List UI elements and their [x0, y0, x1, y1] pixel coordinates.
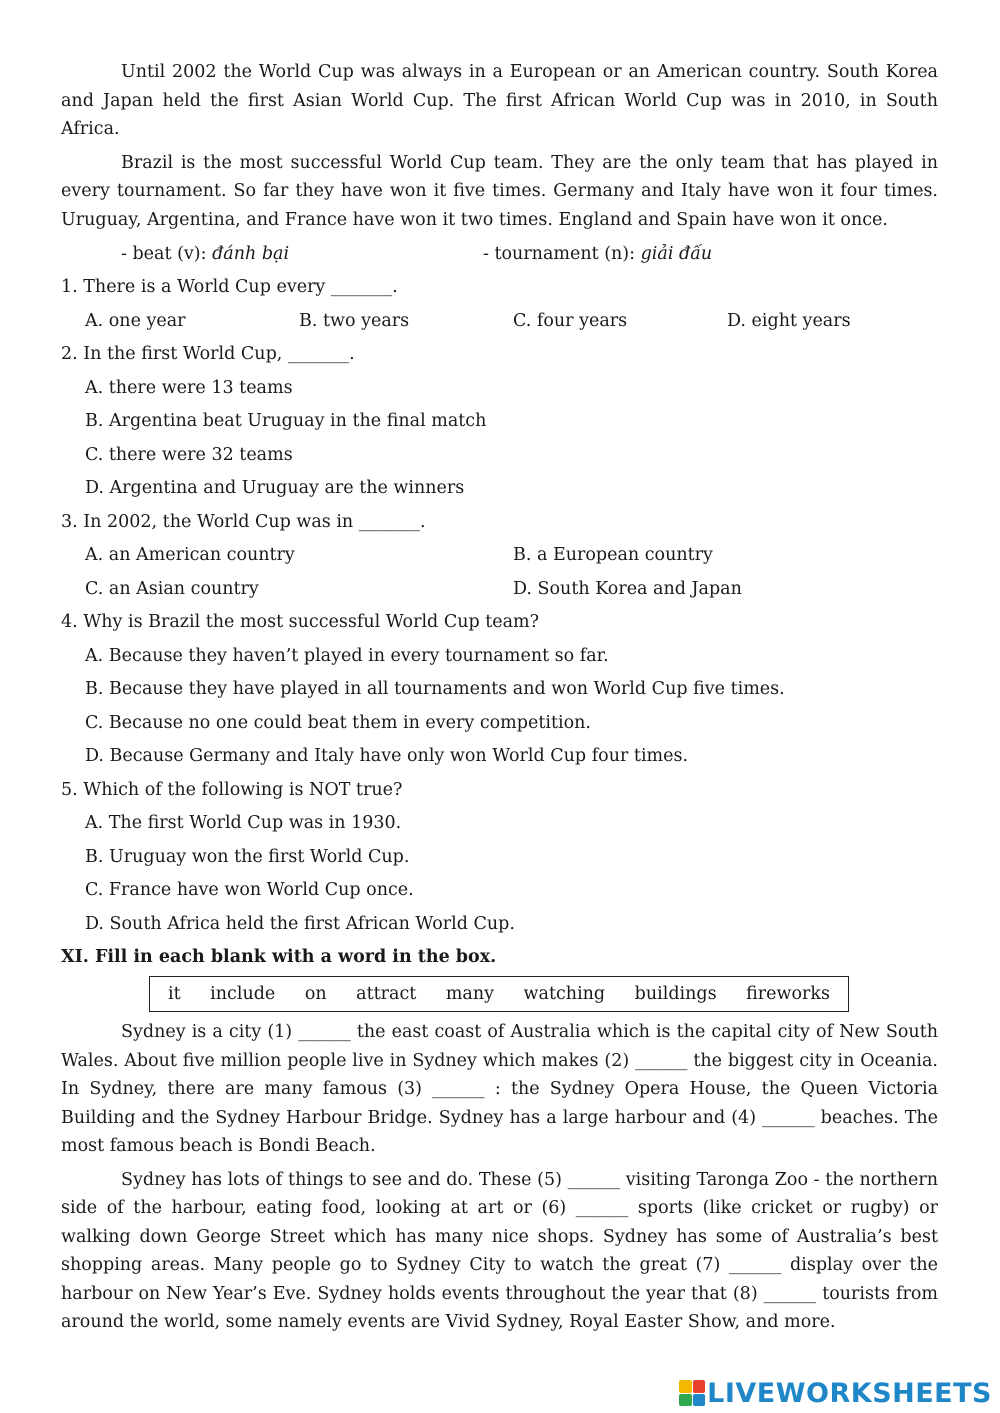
question-3-options-row-1 [85, 540, 938, 570]
q5-option-b[interactable]: B. Uruguay won the first World Cup. [85, 846, 410, 867]
q4-option-d[interactable]: D. Because Germany and Italy have only won World Cup four times. [85, 746, 689, 766]
q1-option-a[interactable]: A. one year [85, 310, 186, 331]
liveworksheets-logo-icon [679, 1380, 705, 1406]
word-box-item: include [210, 984, 276, 1004]
question-3: 3. In 2002, the World Cup was in _______. [61, 511, 426, 532]
word-box [149, 976, 849, 1012]
q4-option-a[interactable]: A. Because they haven’t played in every tournament so far. [85, 645, 609, 666]
q5-option-d[interactable]: D. South Africa held the first African World Cup. [85, 913, 515, 934]
q3-option-a[interactable]: A. an American country [85, 545, 295, 565]
q2-option-b[interactable]: B. Argentina beat Uruguay in the final match [85, 411, 487, 431]
q1-option-b[interactable]: B. two years [299, 310, 410, 331]
passage-paragraph-2: Brazil is the most successful World Cup team. They are the only team that has played in every tournament. So far they have won it five times. Germany and Italy have won it four times. Uruguay, Argentina, and France have won it two times. England and Spain have won it once. [61, 152, 938, 230]
word-box-item: fireworks [746, 984, 830, 1004]
q4-option-b[interactable]: B. Because they have played in all tournaments and won World Cup five times. [85, 679, 785, 699]
vocab-beat: - beat (v): đánh bại [121, 244, 290, 264]
sydney-paragraph-2: Sydney has lots of things to see and do. These (5) ______ visiting Taronga Zoo - the northern side of the harbour, eating food, looking at art or (6) ______ sports (like cricket or rugby) or walking down George Street which has many nice shops. Sydney has some of Australia’s best shopping areas. Many people go to Sydney City to watch the great (7) ______ display over the harbour on New Year’s Eve. Sydney holds events throughout the year that (8) ______ tourists from around the world, some namely events are Vivid Sydney, Royal Easter Show, and more. [61, 1169, 938, 1332]
question-2: 2. In the first World Cup, _______. [61, 344, 355, 364]
word-box-item: it [168, 984, 181, 1004]
q2-option-c[interactable]: C. there were 32 teams [85, 444, 293, 465]
word-box-item: attract [356, 984, 417, 1004]
passage-paragraph-1: Until 2002 the World Cup was always in a European or an American country. South Korea and Japan held the first Asian World Cup. The first African World Cup was in 2010, in South Africa. [61, 62, 938, 139]
question-3-options-row-2 [85, 574, 938, 604]
q4-option-c[interactable]: C. Because no one could beat them in every competition. [85, 712, 591, 733]
q3-option-c[interactable]: C. an Asian country [85, 578, 259, 599]
q1-option-d[interactable]: D. eight years [727, 310, 851, 331]
q1-option-c[interactable]: C. four years [513, 310, 628, 331]
liveworksheets-logo[interactable] [679, 1378, 992, 1408]
sydney-paragraph-1: Sydney is a city (1) ______ the east coast of Australia which is the capital city of New South Wales. About five million people live in Sydney which makes (2) ______ the biggest city in Oceania. In Sydney, there are many famous (3) ______ : the Sydney Opera House, the Queen Victoria Building and the Sydney Harbour Bridge. Sydney has a large harbour and (4) ______ beaches. The most famous beach is Bondi Beach. [61, 1022, 938, 1156]
question-5: 5. Which of the following is NOT true? [61, 779, 403, 800]
q3-option-b[interactable]: B. a European country [513, 545, 713, 565]
q2-option-a[interactable]: A. there were 13 teams [85, 377, 293, 398]
vocab-row [61, 239, 938, 269]
worksheet-page [61, 58, 938, 1342]
q2-option-d[interactable]: D. Argentina and Uruguay are the winners [85, 478, 465, 498]
question-4: 4. Why is Brazil the most successful World Cup team? [61, 612, 540, 632]
word-box-item: buildings [634, 984, 717, 1004]
q5-option-c[interactable]: C. France have won World Cup once. [85, 880, 414, 900]
liveworksheets-logo-text: LIVEWORKSHEETS [707, 1377, 992, 1409]
section-xi-title: XI. Fill in each blank with a word in the box. [61, 947, 497, 967]
word-box-item: watching [523, 984, 606, 1004]
q5-option-a[interactable]: A. The first World Cup was in 1930. [85, 813, 402, 833]
q3-option-d[interactable]: D. South Korea and Japan [513, 578, 742, 599]
word-box-item: on [304, 984, 327, 1004]
question-1-options [85, 306, 938, 336]
vocab-tournament: - tournament (n): giải đấu [483, 244, 713, 264]
question-1: 1. There is a World Cup every _______. [61, 277, 398, 297]
word-box-item: many [445, 984, 495, 1004]
